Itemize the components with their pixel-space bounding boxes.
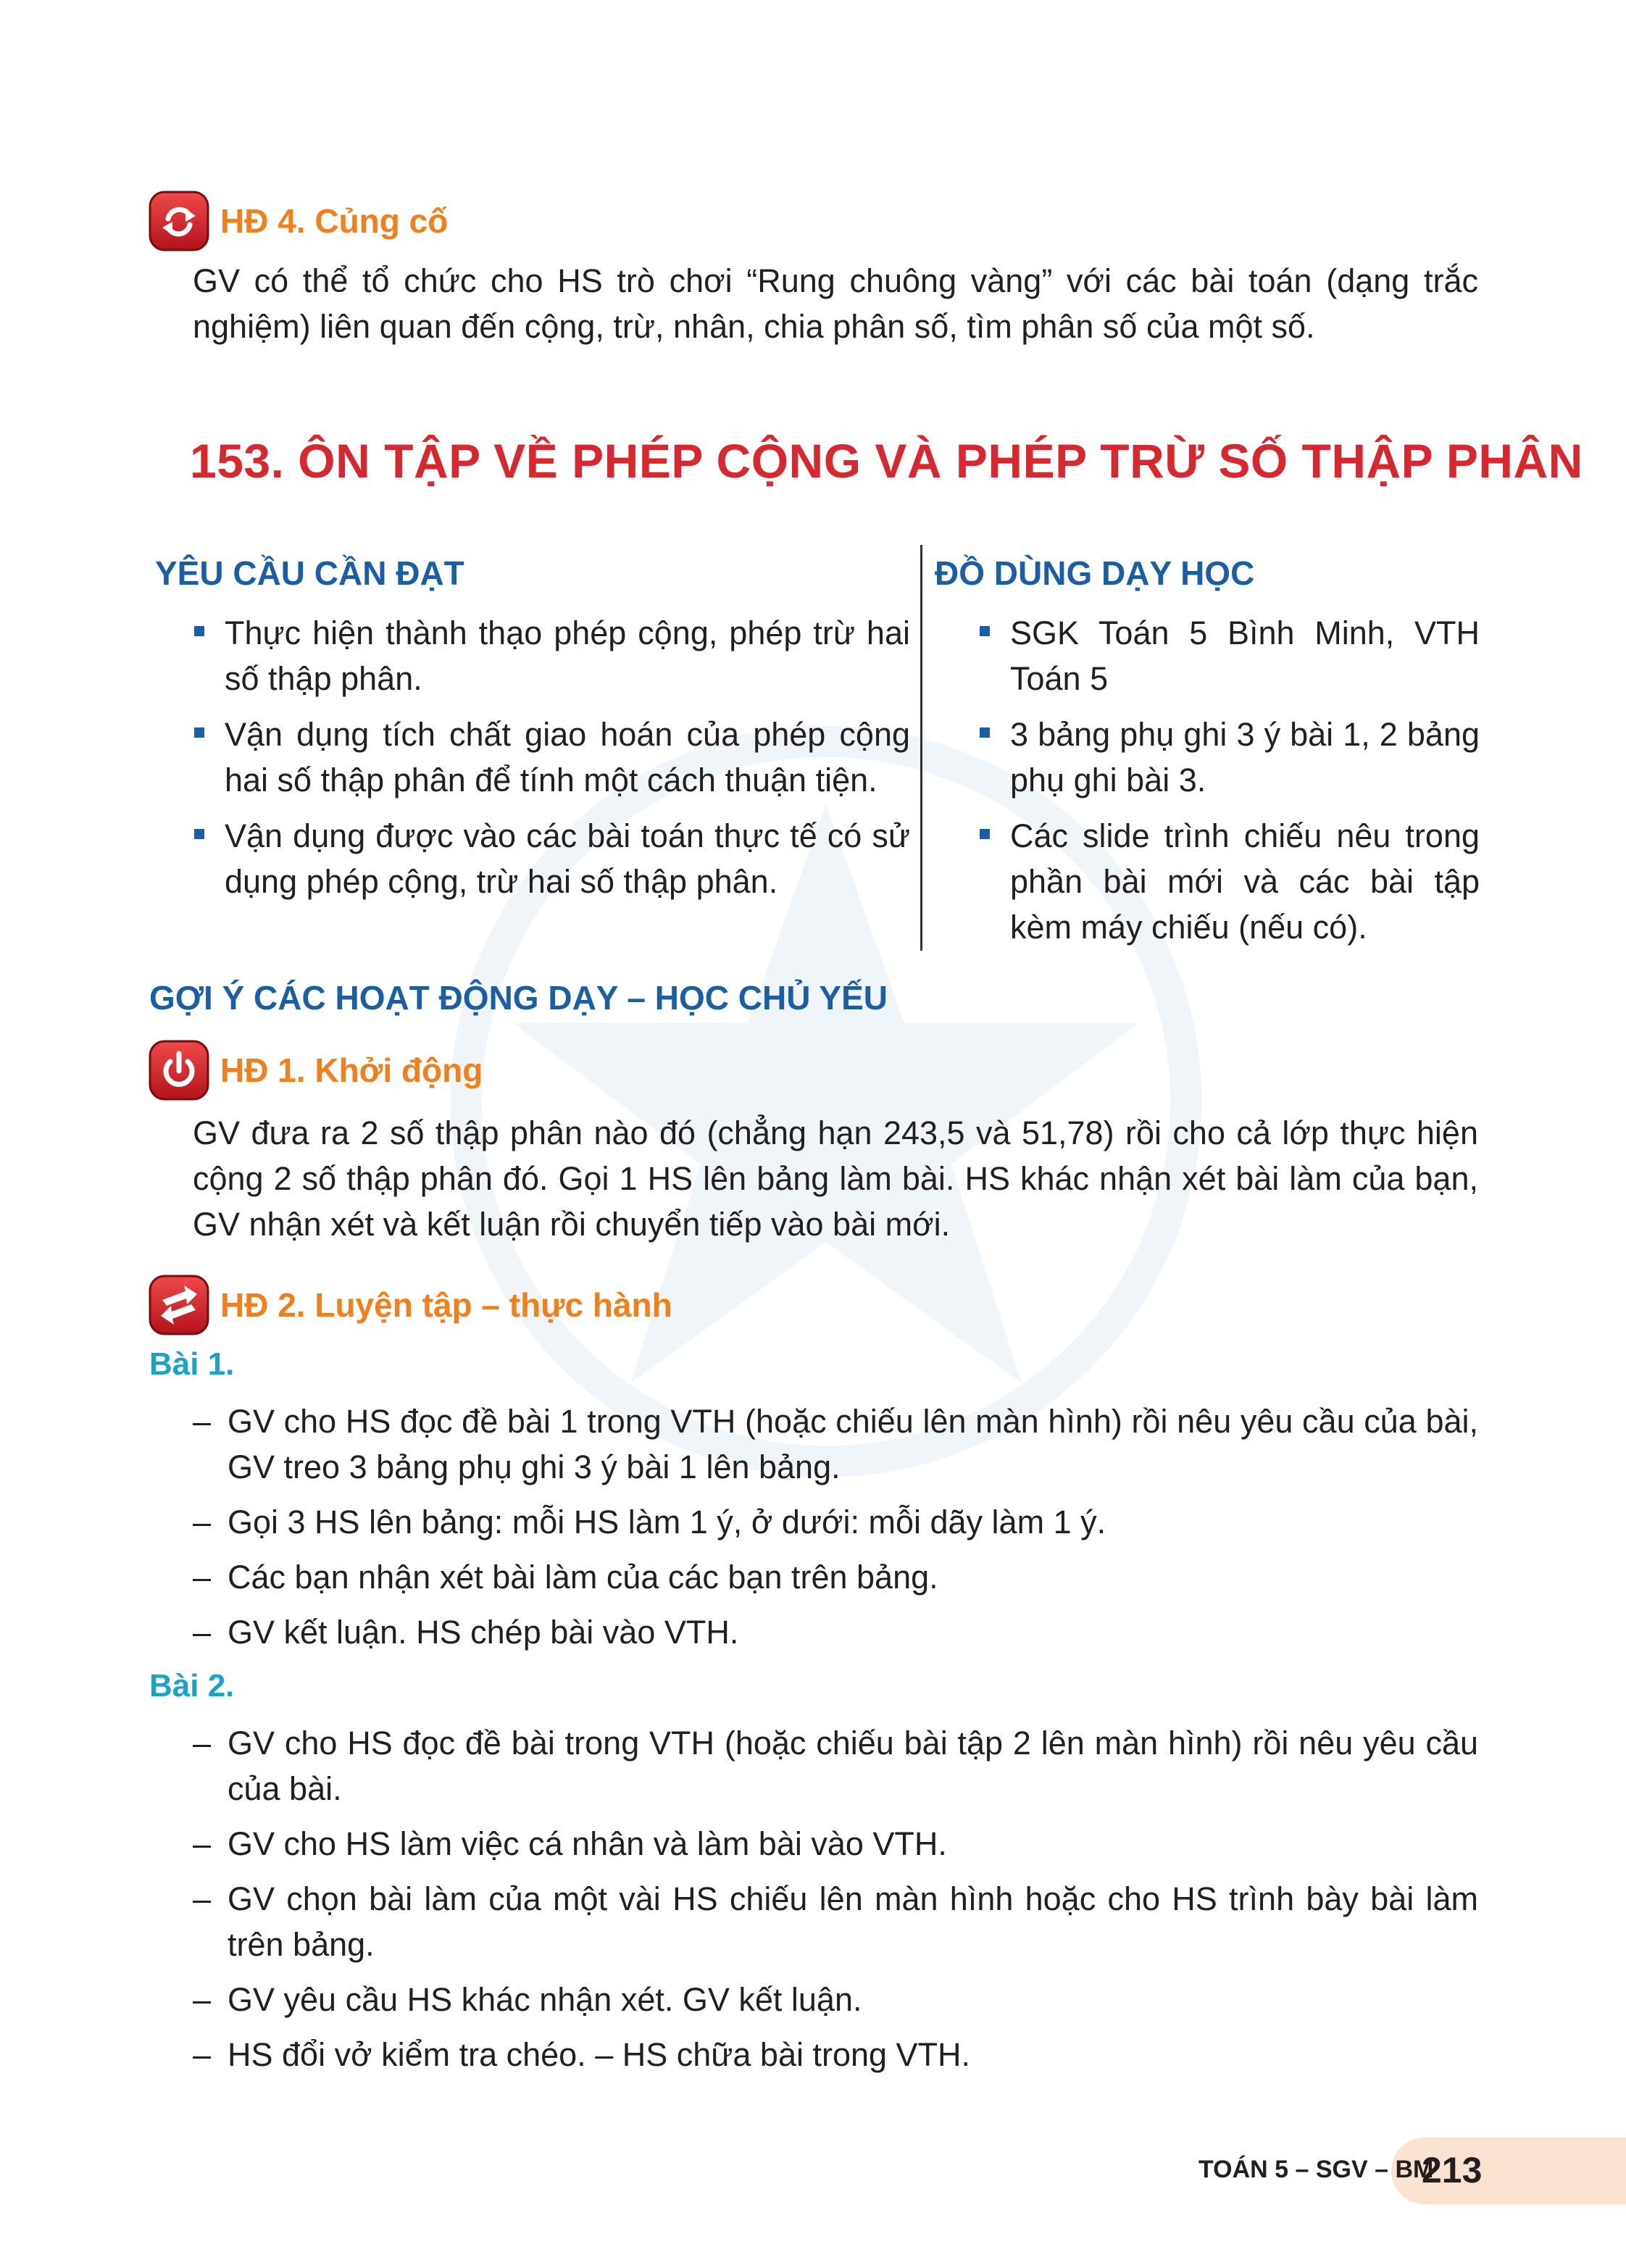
list-item xyxy=(193,1499,1478,1545)
column-divider xyxy=(920,545,922,951)
text-line: Các bạn nhận xét bài làm của các bạn trên bảng. xyxy=(228,1559,938,1596)
requirements-heading: YÊU CẦU CẦN ĐẠT xyxy=(155,554,464,592)
activities-heading: GỢI Ý CÁC HOẠT ĐỘNG DẠY – HỌC CHỦ YẾU xyxy=(149,979,888,1017)
list-item xyxy=(193,1554,1478,1600)
activity-2-header xyxy=(148,1274,672,1336)
text-line: nghiệm) liên quan đến cộng, trừ, nhân, chia phân số, tìm phân số của một số. xyxy=(193,308,1315,345)
text-line: GV nhận xét và kết luận rồi chuyển tiếp vào bài mới. xyxy=(193,1206,951,1243)
square-bullet-icon xyxy=(980,727,990,738)
square-bullet-icon xyxy=(194,727,204,738)
activity-4-text xyxy=(193,258,1478,349)
list-item xyxy=(980,610,1480,701)
text-line: GV cho HS làm việc cá nhân và làm bài vào VTH. xyxy=(228,1825,947,1862)
exercise-2-label: Bài 2. xyxy=(149,1668,235,1704)
dash-marker: – xyxy=(193,1559,212,1596)
dash-marker: – xyxy=(193,1614,212,1651)
text-line: GV đưa ra 2 số thập phân nào đó (chẳng hạn 243,5 và 51,78) rồi cho cả lớp thực hiện xyxy=(193,1114,1478,1151)
activity-1-header xyxy=(148,1039,483,1101)
text-line: của bài. xyxy=(228,1770,342,1807)
list-item xyxy=(980,813,1480,950)
page-number: 213 xyxy=(1422,2150,1483,2190)
text-line: GV treo 3 bảng phụ ghi 3 ý bài 1 lên bảng. xyxy=(228,1448,841,1485)
list-item xyxy=(194,712,910,803)
text-line: Các slide trình chiếu nêu trong xyxy=(1010,817,1480,854)
text-line: HS đổi vở kiểm tra chéo. – HS chữa bài trong VTH. xyxy=(228,2036,971,2073)
square-bullet-icon xyxy=(194,829,204,839)
activity-4-header xyxy=(148,190,448,252)
text-line: GV cho HS đọc đề bài 1 trong VTH (hoặc chiếu lên màn hình) rồi nêu yêu cầu của bài, xyxy=(228,1403,1478,1440)
exercise-1-label: Bài 1. xyxy=(149,1346,235,1382)
text-line: dụng phép cộng, trừ hai số thập phân. xyxy=(225,863,778,900)
list-item xyxy=(193,1720,1478,1812)
text-line: GV cho HS đọc đề bài trong VTH (hoặc chiếu bài tập 2 lên màn hình) rồi nêu yêu cầu xyxy=(228,1725,1478,1762)
list-item xyxy=(193,1609,1478,1655)
footer-book-title: TOÁN 5 – SGV – BM xyxy=(1198,2156,1434,2183)
dash-marker: – xyxy=(193,2036,212,2073)
materials-list xyxy=(980,610,1480,960)
text-line: phụ ghi bài 3. xyxy=(1010,762,1206,799)
text-line: Gọi 3 HS lên bảng: mỗi HS làm 1 ý, ở dưới: mỗi dãy làm 1 ý. xyxy=(228,1504,1106,1541)
activity-2-title: HĐ 2. Luyện tập – thực hành xyxy=(220,1286,672,1324)
list-item xyxy=(194,813,910,904)
text-line: trên bảng. xyxy=(228,1926,375,1963)
square-bullet-icon xyxy=(980,829,990,839)
text-line: hai số thập phân để tính một cách thuận tiện. xyxy=(225,762,877,799)
activity-1-text xyxy=(193,1110,1478,1247)
list-item xyxy=(980,712,1480,803)
list-item xyxy=(194,610,910,701)
text-line: số thập phân. xyxy=(225,660,422,697)
exercise-2-steps xyxy=(193,1720,1478,2087)
power-icon xyxy=(148,1039,210,1101)
dash-marker: – xyxy=(193,1725,212,1762)
list-item xyxy=(193,1876,1478,1967)
materials-heading: ĐỒ DÙNG DẠY HỌC xyxy=(935,554,1255,592)
list-item xyxy=(193,1821,1478,1867)
text-line: 3 bảng phụ ghi 3 ý bài 1, 2 bảng xyxy=(1010,716,1480,753)
text-line: GV yêu cầu HS khác nhận xét. GV kết luận. xyxy=(228,1981,862,2018)
dash-marker: – xyxy=(193,1880,212,1917)
list-item xyxy=(193,1398,1478,1490)
activity-4-title: HĐ 4. Củng cố xyxy=(220,202,449,240)
text-line: kèm máy chiếu (nếu có). xyxy=(1010,909,1367,946)
dash-marker: – xyxy=(193,1981,212,2018)
activity-1-title: HĐ 1. Khởi động xyxy=(220,1051,483,1089)
requirements-list xyxy=(194,610,910,914)
text-line: GV kết luận. HS chép bài vào VTH. xyxy=(228,1614,739,1651)
exchange-arrows-icon xyxy=(148,1274,210,1336)
dash-marker: – xyxy=(193,1504,212,1541)
text-line: cộng 2 số thập phân đó. Gọi 1 HS lên bảng làm bài. HS khác nhận xét bài làm của bạn, xyxy=(193,1160,1478,1197)
refresh-icon xyxy=(148,190,210,252)
dash-marker: – xyxy=(193,1403,212,1440)
text-line: Vận dụng tích chất giao hoán của phép cộng xyxy=(225,716,910,753)
text-line: Vận dụng được vào các bài toán thực tế có sử xyxy=(225,817,910,854)
text-line: SGK Toán 5 Bình Minh, VTH xyxy=(1010,614,1480,651)
square-bullet-icon xyxy=(980,626,990,636)
list-item xyxy=(193,1977,1478,2022)
lesson-title: 153. ÔN TẬP VỀ PHÉP CỘNG VÀ PHÉP TRỪ SỐ THẬP PHÂN xyxy=(190,434,1583,488)
text-line: GV chọn bài làm của một vài HS chiếu lên màn hình hoặc cho HS trình bày bài làm xyxy=(228,1880,1478,1917)
exercise-1-steps xyxy=(193,1398,1478,1664)
text-line: Toán 5 xyxy=(1010,660,1109,697)
dash-marker: – xyxy=(193,1825,212,1862)
text-line: Thực hiện thành thạo phép cộng, phép trừ hai xyxy=(225,614,910,651)
list-item xyxy=(193,2032,1478,2077)
text-line: GV có thể tổ chức cho HS trò chơi “Rung chuông vàng” với các bài toán (dạng trắc xyxy=(193,262,1478,299)
square-bullet-icon xyxy=(194,626,204,636)
text-line: phần bài mới và các bài tập xyxy=(1010,863,1480,900)
